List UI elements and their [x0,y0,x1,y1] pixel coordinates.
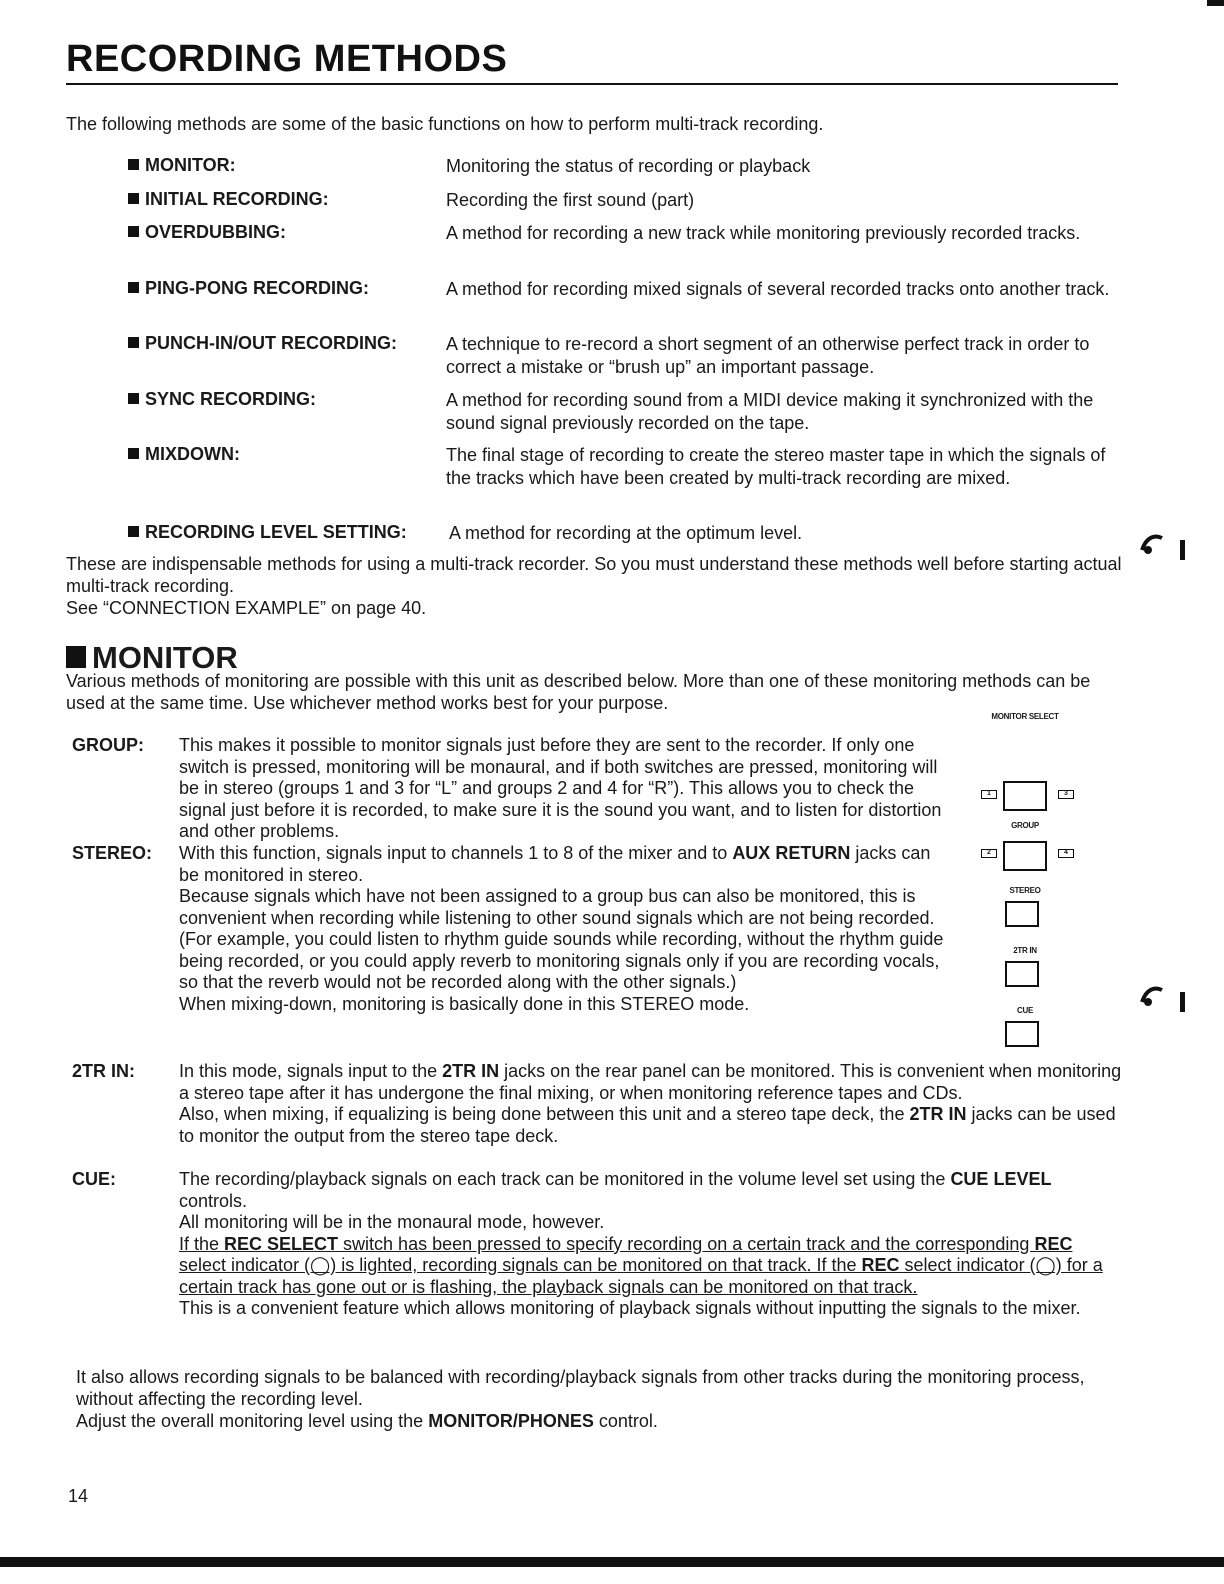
method-label-ping-pong: PING-PONG RECORDING: [128,278,369,299]
method-label-monitor: MONITOR: [128,155,236,176]
def-text-group: This makes it possible to monitor signals just before they are sent to the recorder. If only one switch is pressed, monitoring will be monaural, and if both switches are pressed, monitoring will be in stereo (groups 1 and 3 for “L” and groups 2 and 4 for “R”). This allows you to check the signal just before it is recorded, to make sure it is the sound you want, and to listen for distortion and other problems. [179,735,942,841]
method-label-sync: SYNC RECORDING: [128,389,316,410]
panel-label-monitor-select: MONITOR SELECT [991,712,1059,721]
group-led-2: 2 [981,849,997,858]
panel-label-group: GROUP [1011,821,1039,830]
method-desc-mixdown: The final stage of recording to create the stereo master tape in which the signals of the tracks which have been created by multi-track recording are mixed. [446,445,1106,488]
group-button-1-3[interactable] [1003,781,1047,811]
def-text-2tr-in: In this mode, signals input to the 2TR IN jacks on the rear panel can be monitored. This is convenient when monitoring a stereo tape after it has undergone the final mixing, or when monitoring reference tapes and CDs. Also, when mixing, if equalizing is being done between this unit and a stereo tape deck, the 2TR IN jacks can be used to monitor the output from the stereo tape deck. [179,1061,1122,1146]
after-methods-text: These are indispensable methods for using a multi-track recorder. So you must understand these methods well before starting actual multi-track recording. See “CONNECTION EXAMPLE” on page 40. [66,554,1122,618]
method-label-punch: PUNCH-IN/OUT RECORDING: [128,333,397,354]
2tr-in-button[interactable] [1005,961,1039,987]
def-text-stereo: With this function, signals input to channels 1 to 8 of the mixer and to AUX RETURN jacks can be monitored in stereo. Because signals which have not been assigned to a group bus can also be monitored, this is convenient when recording while listening to other sound signals which are not being recorded. (For example, you could listen to rhythm guide sounds while recording, without the rhythm guide being recorded, or you could apply reverb to monitoring signals only if you are recording vocals, so that the reverb would not be recorded along with the other signals.) When mixing-down, monitoring is basically done in this STEREO mode. [179,843,944,1014]
bottom-bar [0,1557,1224,1567]
method-desc-initial: Recording the first sound (part) [446,190,695,210]
stereo-button[interactable] [1005,901,1039,927]
method-desc-overdubbing: A method for recording a new track while monitoring previously recorded tracks. [446,223,1081,243]
intro-text: The following methods are some of the basic functions on how to perform multi-track recording. [66,114,824,134]
title-rule [66,83,1118,85]
closing-text: It also allows recording signals to be balanced with recording/playback signals from other tracks during the monitoring process, without affecting the recording level. Adjust the overall monitoring level using the MONITOR/PHONES control. [76,1367,1085,1431]
margin-mark-1 [1140,528,1196,569]
def-label-group: GROUP: [72,735,144,755]
def-label-stereo: STEREO: [72,843,153,863]
group-led-1: 1 [981,790,997,799]
group-button-2-4[interactable] [1003,841,1047,871]
section-heading-monitor: MONITOR [66,640,238,676]
method-desc-ping-pong: A method for recording mixed signals of several recorded tracks onto another track. [446,279,1110,299]
method-desc-monitor: Monitoring the status of recording or playback [446,156,811,176]
method-label-mixdown: MIXDOWN: [128,444,240,465]
margin-mark-2 [1140,980,1196,1021]
cue-button[interactable] [1005,1021,1039,1047]
page-number: 14 [68,1486,89,1506]
group-led-4: 4 [1058,849,1074,858]
group-led-3: 3 [1058,790,1074,799]
monitor-select-panel [990,713,1060,721]
def-label-2tr-in: 2TR IN: [72,1061,135,1081]
method-label-level: RECORDING LEVEL SETTING: [128,522,407,543]
corner-mark [1207,0,1224,6]
method-label-overdubbing: OVERDUBBING: [128,222,286,243]
panel-label-stereo: STEREO [1009,886,1041,895]
method-desc-level: A method for recording at the optimum level. [449,523,803,543]
panel-label-2tr-in: 2TR IN [1013,946,1037,955]
method-desc-punch: A technique to re-record a short segment of an otherwise perfect track in order to correct a mistake or “brush up” an important passage. [446,334,1090,377]
page-title: RECORDING METHODS [66,38,508,80]
method-desc-sync: A method for recording sound from a MIDI device making it synchronized with the sound signal previously recorded on the tape. [446,390,1094,433]
panel-label-cue: CUE [1017,1006,1033,1015]
method-label-initial: INITIAL RECORDING: [128,189,329,210]
monitor-intro: Various methods of monitoring are possible with this unit as described below. More than one of these monitoring methods can be used at the same time. Use whichever method works best for your purpose. [66,671,1091,713]
def-text-cue: The recording/playback signals on each track can be monitored in the volume level set using the CUE LEVEL controls. All monitoring will be in the monaural mode, however. If the REC SELECT switch has been pressed to specify recording on a certain track and the corresponding REC select indicator (◯) is lighted, recording signals can be monitored on that track. If the REC select indicator (◯) for a certain track has gone out or is flashing, the playback signals can be monitored on that track. This is a convenient feature which allows monitoring of playback signals without inputting the signals to the mixer. [179,1169,1103,1318]
def-label-cue: CUE: [72,1169,116,1189]
